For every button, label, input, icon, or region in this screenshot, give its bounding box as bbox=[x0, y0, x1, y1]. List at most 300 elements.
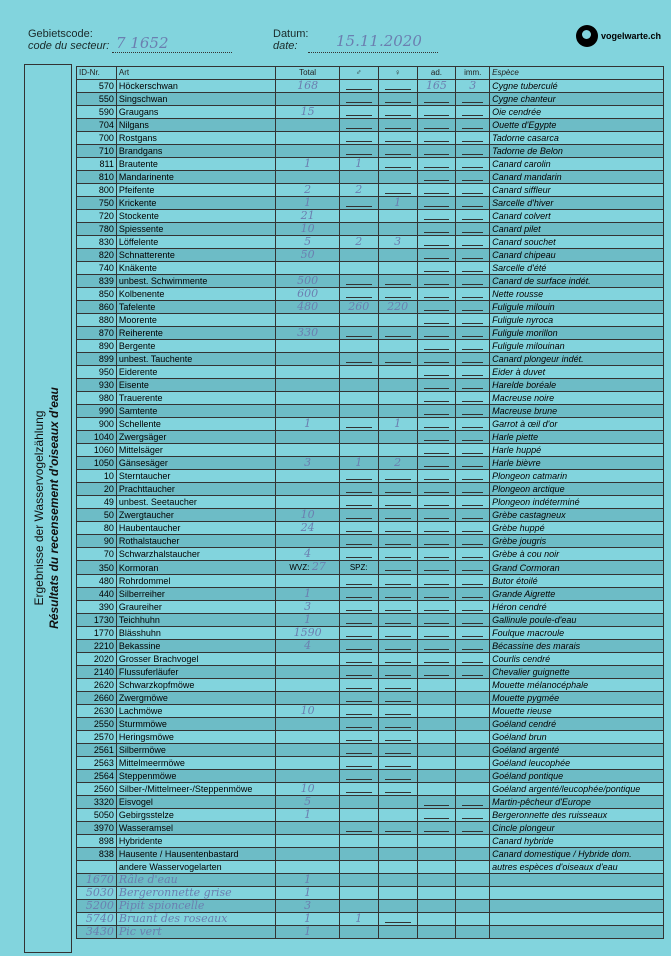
row-male[interactable]: SPZ: bbox=[339, 561, 378, 575]
row-species-fr[interactable]: Canard souchet bbox=[490, 236, 664, 249]
row-immature[interactable] bbox=[456, 653, 490, 666]
row-total[interactable]: 1 bbox=[276, 158, 339, 171]
row-species-fr[interactable]: Mouette rieuse bbox=[490, 705, 664, 718]
row-species-de[interactable]: Graugans bbox=[116, 106, 276, 119]
row-male[interactable] bbox=[339, 835, 378, 848]
row-total[interactable]: 600 bbox=[276, 288, 339, 301]
row-immature[interactable] bbox=[456, 223, 490, 236]
row-female[interactable] bbox=[378, 184, 417, 197]
row-total[interactable] bbox=[276, 731, 339, 744]
row-id[interactable]: 850 bbox=[77, 288, 117, 301]
row-species-fr[interactable]: autres espèces d'oiseaux d'eau bbox=[490, 861, 664, 874]
row-id[interactable]: 570 bbox=[77, 80, 117, 93]
row-total[interactable] bbox=[276, 757, 339, 770]
row-immature[interactable] bbox=[456, 887, 490, 900]
row-female[interactable] bbox=[378, 509, 417, 522]
row-adult[interactable] bbox=[417, 457, 456, 470]
row-immature[interactable] bbox=[456, 692, 490, 705]
row-id[interactable]: 710 bbox=[77, 145, 117, 158]
row-male[interactable] bbox=[339, 509, 378, 522]
row-adult[interactable] bbox=[417, 418, 456, 431]
row-total[interactable] bbox=[276, 861, 339, 874]
row-female[interactable] bbox=[378, 601, 417, 614]
row-total[interactable]: 3 bbox=[276, 900, 339, 913]
row-male[interactable] bbox=[339, 366, 378, 379]
row-adult[interactable] bbox=[417, 588, 456, 601]
row-total[interactable] bbox=[276, 770, 339, 783]
row-immature[interactable] bbox=[456, 614, 490, 627]
row-species-de[interactable]: Pic vert bbox=[116, 926, 276, 939]
row-immature[interactable] bbox=[456, 405, 490, 418]
row-male[interactable] bbox=[339, 900, 378, 913]
row-id[interactable]: 870 bbox=[77, 327, 117, 340]
row-id[interactable]: 704 bbox=[77, 119, 117, 132]
row-immature[interactable]: 3 bbox=[456, 80, 490, 93]
row-immature[interactable] bbox=[456, 705, 490, 718]
row-species-fr[interactable]: Martin-pêcheur d'Europe bbox=[490, 796, 664, 809]
row-male[interactable] bbox=[339, 887, 378, 900]
row-total[interactable] bbox=[276, 405, 339, 418]
row-species-fr[interactable]: Canard chipeau bbox=[490, 249, 664, 262]
row-species-de[interactable]: Rothalstaucher bbox=[116, 535, 276, 548]
row-female[interactable] bbox=[378, 522, 417, 535]
row-species-de[interactable]: Silbermöwe bbox=[116, 744, 276, 757]
row-adult[interactable] bbox=[417, 340, 456, 353]
row-total[interactable]: 480 bbox=[276, 301, 339, 314]
row-id[interactable]: 440 bbox=[77, 588, 117, 601]
row-adult[interactable] bbox=[417, 848, 456, 861]
row-species-fr[interactable]: Goéland leucophée bbox=[490, 757, 664, 770]
row-id[interactable]: 2020 bbox=[77, 653, 117, 666]
row-species-fr[interactable]: Sarcelle d'hiver bbox=[490, 197, 664, 210]
row-immature[interactable] bbox=[456, 744, 490, 757]
row-id[interactable]: 3430 bbox=[77, 926, 117, 939]
row-species-de[interactable]: Zwergmöwe bbox=[116, 692, 276, 705]
row-adult[interactable] bbox=[417, 731, 456, 744]
row-female[interactable] bbox=[378, 887, 417, 900]
row-species-fr[interactable]: Mouette pygmée bbox=[490, 692, 664, 705]
row-id[interactable]: 480 bbox=[77, 575, 117, 588]
row-immature[interactable] bbox=[456, 483, 490, 496]
row-species-fr[interactable]: Ouette d'Egypte bbox=[490, 119, 664, 132]
row-male[interactable] bbox=[339, 861, 378, 874]
row-species-de[interactable]: Stockente bbox=[116, 210, 276, 223]
row-species-fr[interactable] bbox=[490, 926, 664, 939]
row-total[interactable] bbox=[276, 848, 339, 861]
row-immature[interactable] bbox=[456, 392, 490, 405]
row-immature[interactable] bbox=[456, 874, 490, 887]
row-immature[interactable] bbox=[456, 418, 490, 431]
row-adult[interactable] bbox=[417, 509, 456, 522]
row-id[interactable]: 10 bbox=[77, 470, 117, 483]
row-id[interactable]: 3320 bbox=[77, 796, 117, 809]
row-species-de[interactable]: Silberreiher bbox=[116, 588, 276, 601]
row-female[interactable] bbox=[378, 757, 417, 770]
row-species-de[interactable]: Schwarzkopfmöwe bbox=[116, 679, 276, 692]
row-female[interactable] bbox=[378, 614, 417, 627]
row-female[interactable]: 1 bbox=[378, 197, 417, 210]
row-total[interactable]: 1 bbox=[276, 197, 339, 210]
row-female[interactable] bbox=[378, 835, 417, 848]
row-species-fr[interactable]: Oie cendrée bbox=[490, 106, 664, 119]
row-total[interactable]: 1 bbox=[276, 874, 339, 887]
row-species-fr[interactable]: Macreuse noire bbox=[490, 392, 664, 405]
row-immature[interactable] bbox=[456, 561, 490, 575]
row-id[interactable]: 3970 bbox=[77, 822, 117, 835]
row-species-de[interactable]: Bergeronnette grise bbox=[116, 887, 276, 900]
row-immature[interactable] bbox=[456, 301, 490, 314]
row-adult[interactable] bbox=[417, 926, 456, 939]
row-male[interactable] bbox=[339, 80, 378, 93]
row-species-fr[interactable]: Nette rousse bbox=[490, 288, 664, 301]
row-male[interactable] bbox=[339, 119, 378, 132]
row-id[interactable]: 890 bbox=[77, 340, 117, 353]
row-species-fr[interactable] bbox=[490, 887, 664, 900]
row-total[interactable] bbox=[276, 496, 339, 509]
row-species-de[interactable]: Brautente bbox=[116, 158, 276, 171]
row-species-fr[interactable]: Bécassine des marais bbox=[490, 640, 664, 653]
row-total[interactable]: 1590 bbox=[276, 627, 339, 640]
row-adult[interactable] bbox=[417, 431, 456, 444]
row-adult[interactable] bbox=[417, 874, 456, 887]
row-male[interactable] bbox=[339, 314, 378, 327]
row-id[interactable]: 830 bbox=[77, 236, 117, 249]
row-species-fr[interactable]: Grèbe huppé bbox=[490, 522, 664, 535]
row-total[interactable]: 3 bbox=[276, 601, 339, 614]
row-immature[interactable] bbox=[456, 731, 490, 744]
row-species-fr[interactable]: Tadorne casarca bbox=[490, 132, 664, 145]
row-species-de[interactable]: Kormoran bbox=[116, 561, 276, 575]
row-female[interactable] bbox=[378, 223, 417, 236]
row-species-de[interactable]: Trauerente bbox=[116, 392, 276, 405]
row-adult[interactable] bbox=[417, 535, 456, 548]
row-species-de[interactable]: Spiessente bbox=[116, 223, 276, 236]
row-id[interactable]: 1770 bbox=[77, 627, 117, 640]
row-species-fr[interactable]: Grèbe castagneux bbox=[490, 509, 664, 522]
row-id[interactable]: 880 bbox=[77, 314, 117, 327]
row-male[interactable] bbox=[339, 692, 378, 705]
row-species-de[interactable]: Knäkente bbox=[116, 262, 276, 275]
row-species-fr[interactable]: Foulque macroule bbox=[490, 627, 664, 640]
row-female[interactable] bbox=[378, 327, 417, 340]
row-immature[interactable] bbox=[456, 796, 490, 809]
row-total[interactable]: 2 bbox=[276, 184, 339, 197]
row-species-de[interactable]: Gebirgsstelze bbox=[116, 809, 276, 822]
row-species-fr[interactable]: Goéland argenté/leucophée/pontique bbox=[490, 783, 664, 796]
row-id[interactable]: 5740 bbox=[77, 913, 117, 926]
row-female[interactable] bbox=[378, 640, 417, 653]
row-id[interactable]: 1050 bbox=[77, 457, 117, 470]
row-male[interactable] bbox=[339, 470, 378, 483]
row-immature[interactable] bbox=[456, 444, 490, 457]
row-total[interactable] bbox=[276, 653, 339, 666]
row-adult[interactable] bbox=[417, 627, 456, 640]
row-female[interactable] bbox=[378, 106, 417, 119]
row-species-de[interactable]: Schellente bbox=[116, 418, 276, 431]
row-species-de[interactable]: Blässhuhn bbox=[116, 627, 276, 640]
row-male[interactable] bbox=[339, 340, 378, 353]
row-immature[interactable] bbox=[456, 548, 490, 561]
row-adult[interactable] bbox=[417, 835, 456, 848]
row-immature[interactable] bbox=[456, 601, 490, 614]
row-female[interactable] bbox=[378, 93, 417, 106]
row-species-fr[interactable]: Canard colvert bbox=[490, 210, 664, 223]
row-adult[interactable] bbox=[417, 809, 456, 822]
row-species-fr[interactable]: Chevalier guignette bbox=[490, 666, 664, 679]
row-species-fr[interactable]: Harle piette bbox=[490, 431, 664, 444]
row-total[interactable]: 10 bbox=[276, 223, 339, 236]
row-species-de[interactable]: Pfeifente bbox=[116, 184, 276, 197]
row-species-de[interactable]: Eisente bbox=[116, 379, 276, 392]
row-id[interactable]: 1040 bbox=[77, 431, 117, 444]
row-male[interactable] bbox=[339, 640, 378, 653]
row-total[interactable]: 1 bbox=[276, 418, 339, 431]
row-male[interactable] bbox=[339, 418, 378, 431]
row-female[interactable] bbox=[378, 913, 417, 926]
row-id[interactable]: 950 bbox=[77, 366, 117, 379]
row-species-de[interactable]: andere Wasservogelarten bbox=[116, 861, 276, 874]
row-id[interactable]: 2620 bbox=[77, 679, 117, 692]
row-male[interactable] bbox=[339, 444, 378, 457]
row-id[interactable]: 838 bbox=[77, 848, 117, 861]
row-species-fr[interactable]: Harle bièvre bbox=[490, 457, 664, 470]
row-total[interactable] bbox=[276, 145, 339, 158]
row-id[interactable]: 70 bbox=[77, 548, 117, 561]
row-immature[interactable] bbox=[456, 132, 490, 145]
row-female[interactable] bbox=[378, 874, 417, 887]
row-id[interactable]: 2561 bbox=[77, 744, 117, 757]
row-female[interactable] bbox=[378, 379, 417, 392]
row-id[interactable]: 2660 bbox=[77, 692, 117, 705]
row-species-de[interactable]: Schwarzhalstaucher bbox=[116, 548, 276, 561]
row-total[interactable] bbox=[276, 171, 339, 184]
row-adult[interactable] bbox=[417, 692, 456, 705]
row-male[interactable] bbox=[339, 249, 378, 262]
row-species-de[interactable]: unbest. Tauchente bbox=[116, 353, 276, 366]
row-species-de[interactable]: Höckerschwan bbox=[116, 80, 276, 93]
row-total[interactable]: 1 bbox=[276, 887, 339, 900]
row-male[interactable] bbox=[339, 666, 378, 679]
row-total[interactable] bbox=[276, 119, 339, 132]
row-female[interactable] bbox=[378, 731, 417, 744]
row-species-fr[interactable]: Mouette mélanocéphale bbox=[490, 679, 664, 692]
row-immature[interactable] bbox=[456, 575, 490, 588]
row-adult[interactable] bbox=[417, 145, 456, 158]
row-species-de[interactable]: Mandarinente bbox=[116, 171, 276, 184]
row-adult[interactable] bbox=[417, 796, 456, 809]
row-id[interactable]: 990 bbox=[77, 405, 117, 418]
row-species-de[interactable]: Krickente bbox=[116, 197, 276, 210]
row-male[interactable] bbox=[339, 588, 378, 601]
row-male[interactable] bbox=[339, 522, 378, 535]
row-species-fr[interactable]: Grèbe jougris bbox=[490, 535, 664, 548]
row-adult[interactable] bbox=[417, 366, 456, 379]
row-immature[interactable] bbox=[456, 783, 490, 796]
row-species-de[interactable]: Zwergsäger bbox=[116, 431, 276, 444]
row-id[interactable]: 550 bbox=[77, 93, 117, 106]
row-adult[interactable] bbox=[417, 392, 456, 405]
row-female[interactable] bbox=[378, 171, 417, 184]
row-adult[interactable] bbox=[417, 470, 456, 483]
row-immature[interactable] bbox=[456, 106, 490, 119]
row-id[interactable]: 899 bbox=[77, 353, 117, 366]
row-id[interactable]: 720 bbox=[77, 210, 117, 223]
row-male[interactable] bbox=[339, 770, 378, 783]
row-total[interactable] bbox=[276, 679, 339, 692]
row-species-de[interactable]: Nilgans bbox=[116, 119, 276, 132]
row-total[interactable] bbox=[276, 314, 339, 327]
row-female[interactable] bbox=[378, 145, 417, 158]
row-id[interactable]: 5030 bbox=[77, 887, 117, 900]
row-male[interactable] bbox=[339, 614, 378, 627]
row-id[interactable]: 811 bbox=[77, 158, 117, 171]
row-total[interactable]: 330 bbox=[276, 327, 339, 340]
row-adult[interactable] bbox=[417, 249, 456, 262]
row-female[interactable] bbox=[378, 809, 417, 822]
row-id[interactable]: 2564 bbox=[77, 770, 117, 783]
row-total[interactable] bbox=[276, 444, 339, 457]
row-male[interactable] bbox=[339, 262, 378, 275]
row-immature[interactable] bbox=[456, 835, 490, 848]
row-species-fr[interactable]: Canard mandarin bbox=[490, 171, 664, 184]
row-adult[interactable] bbox=[417, 705, 456, 718]
row-male[interactable] bbox=[339, 405, 378, 418]
row-adult[interactable] bbox=[417, 210, 456, 223]
row-species-de[interactable]: Teichhuhn bbox=[116, 614, 276, 627]
row-female[interactable] bbox=[378, 796, 417, 809]
row-adult[interactable] bbox=[417, 223, 456, 236]
row-immature[interactable] bbox=[456, 210, 490, 223]
row-adult[interactable]: 165 bbox=[417, 80, 456, 93]
row-species-de[interactable]: Graureiher bbox=[116, 601, 276, 614]
row-total[interactable] bbox=[276, 744, 339, 757]
row-total[interactable]: 1 bbox=[276, 926, 339, 939]
row-id[interactable]: 2550 bbox=[77, 718, 117, 731]
row-male[interactable] bbox=[339, 705, 378, 718]
row-female[interactable] bbox=[378, 653, 417, 666]
row-total[interactable] bbox=[276, 666, 339, 679]
row-male[interactable] bbox=[339, 796, 378, 809]
row-immature[interactable] bbox=[456, 197, 490, 210]
row-female[interactable] bbox=[378, 119, 417, 132]
row-immature[interactable] bbox=[456, 184, 490, 197]
row-adult[interactable] bbox=[417, 575, 456, 588]
row-species-fr[interactable]: Gallinule poule-d'eau bbox=[490, 614, 664, 627]
row-adult[interactable] bbox=[417, 405, 456, 418]
row-species-de[interactable]: Reiherente bbox=[116, 327, 276, 340]
row-male[interactable] bbox=[339, 132, 378, 145]
row-immature[interactable] bbox=[456, 900, 490, 913]
row-id[interactable]: 20 bbox=[77, 483, 117, 496]
row-adult[interactable] bbox=[417, 379, 456, 392]
row-immature[interactable] bbox=[456, 522, 490, 535]
row-male[interactable] bbox=[339, 653, 378, 666]
row-immature[interactable] bbox=[456, 913, 490, 926]
row-female[interactable] bbox=[378, 848, 417, 861]
row-adult[interactable] bbox=[417, 93, 456, 106]
row-id[interactable]: 980 bbox=[77, 392, 117, 405]
row-female[interactable] bbox=[378, 158, 417, 171]
row-immature[interactable] bbox=[456, 679, 490, 692]
row-id[interactable]: 5050 bbox=[77, 809, 117, 822]
row-id[interactable]: 590 bbox=[77, 106, 117, 119]
row-female[interactable] bbox=[378, 575, 417, 588]
row-total[interactable] bbox=[276, 718, 339, 731]
row-male[interactable]: 2 bbox=[339, 236, 378, 249]
row-male[interactable] bbox=[339, 627, 378, 640]
row-id[interactable]: 898 bbox=[77, 835, 117, 848]
row-id[interactable]: 810 bbox=[77, 171, 117, 184]
row-species-fr[interactable]: Butor étoilé bbox=[490, 575, 664, 588]
row-id[interactable]: 930 bbox=[77, 379, 117, 392]
row-immature[interactable] bbox=[456, 327, 490, 340]
row-total[interactable]: 1 bbox=[276, 913, 339, 926]
row-species-fr[interactable]: Eider à duvet bbox=[490, 366, 664, 379]
row-adult[interactable] bbox=[417, 783, 456, 796]
row-id[interactable]: 80 bbox=[77, 522, 117, 535]
row-female[interactable] bbox=[378, 705, 417, 718]
row-id[interactable]: 390 bbox=[77, 601, 117, 614]
row-species-fr[interactable]: Plongeon indéterminé bbox=[490, 496, 664, 509]
row-species-fr[interactable]: Harle huppé bbox=[490, 444, 664, 457]
row-immature[interactable] bbox=[456, 145, 490, 158]
row-female[interactable] bbox=[378, 80, 417, 93]
row-species-de[interactable]: Bergente bbox=[116, 340, 276, 353]
row-species-de[interactable]: Haubentaucher bbox=[116, 522, 276, 535]
row-immature[interactable] bbox=[456, 340, 490, 353]
row-adult[interactable] bbox=[417, 887, 456, 900]
row-total[interactable]: 500 bbox=[276, 275, 339, 288]
row-total[interactable] bbox=[276, 470, 339, 483]
row-male[interactable] bbox=[339, 757, 378, 770]
row-species-fr[interactable]: Goéland pontique bbox=[490, 770, 664, 783]
row-adult[interactable] bbox=[417, 744, 456, 757]
row-species-fr[interactable]: Héron cendré bbox=[490, 601, 664, 614]
row-female[interactable] bbox=[378, 405, 417, 418]
row-species-de[interactable]: Rostgans bbox=[116, 132, 276, 145]
row-species-de[interactable]: Rohrdommel bbox=[116, 575, 276, 588]
row-total[interactable]: 5 bbox=[276, 236, 339, 249]
row-male[interactable] bbox=[339, 392, 378, 405]
row-female[interactable] bbox=[378, 770, 417, 783]
row-adult[interactable] bbox=[417, 718, 456, 731]
row-total[interactable]: 10 bbox=[276, 509, 339, 522]
row-female[interactable] bbox=[378, 483, 417, 496]
row-species-de[interactable]: Eiderente bbox=[116, 366, 276, 379]
row-species-fr[interactable]: Courlis cendré bbox=[490, 653, 664, 666]
row-species-de[interactable]: Prachttaucher bbox=[116, 483, 276, 496]
row-female[interactable] bbox=[378, 366, 417, 379]
row-species-de[interactable]: Moorente bbox=[116, 314, 276, 327]
row-male[interactable] bbox=[339, 171, 378, 184]
row-adult[interactable] bbox=[417, 900, 456, 913]
row-species-de[interactable]: Wasseramsel bbox=[116, 822, 276, 835]
row-adult[interactable] bbox=[417, 184, 456, 197]
row-species-de[interactable]: Löffelente bbox=[116, 236, 276, 249]
row-total[interactable] bbox=[276, 575, 339, 588]
row-adult[interactable] bbox=[417, 119, 456, 132]
row-adult[interactable] bbox=[417, 288, 456, 301]
row-total[interactable]: 4 bbox=[276, 548, 339, 561]
row-species-de[interactable]: Hybridente bbox=[116, 835, 276, 848]
row-adult[interactable] bbox=[417, 171, 456, 184]
row-male[interactable] bbox=[339, 575, 378, 588]
row-total[interactable] bbox=[276, 692, 339, 705]
row-adult[interactable] bbox=[417, 314, 456, 327]
row-species-fr[interactable]: Plongeon catmarin bbox=[490, 470, 664, 483]
row-species-de[interactable]: Lachmöwe bbox=[116, 705, 276, 718]
row-species-de[interactable]: Brandgans bbox=[116, 145, 276, 158]
